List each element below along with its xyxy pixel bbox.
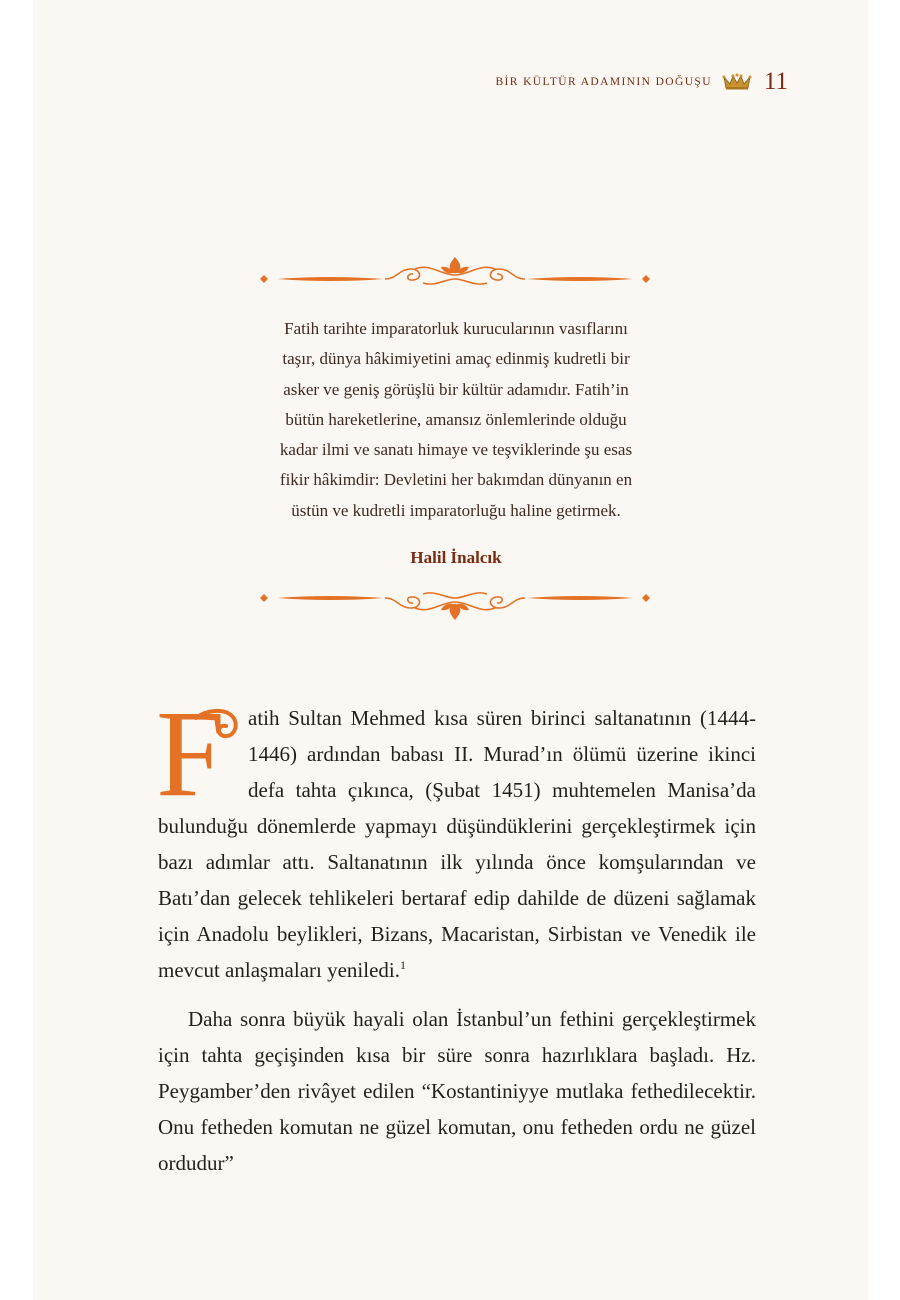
page-number: 11	[763, 68, 788, 95]
ornament-divider-top	[255, 255, 655, 299]
dropcap-flourish-icon	[194, 708, 244, 748]
epigraph-line: fikir hâkimdir: Devletini her bakımdan dünyanın en	[279, 470, 633, 490]
paragraph-1-text: atih Sultan Mehmed kısa süren birinci saltanatının (1444-1446) ardından babası II. Murad’ın ölümü üzerine ikinci defa tahta çıkınca, (Şubat 1451) muhtemelen Manisa’da bulunduğu dönemlerde yapmayı düşündüklerini gerçekleştirmek için bazı adımlar attı. Saltanatının ilk yılında önce komşularından ve Batı’dan gelecek tehlikeleri bertaraf edip dahilde de düzeni sağlamak için Anadolu beylikleri, Bizans, Macaristan, Sirbistan ve Venedik ile mevcut anlaşmaları yeniledi.	[158, 706, 756, 982]
dropcap	[156, 685, 242, 822]
paragraph-2: Daha sonra büyük hayali olan İstanbul’un fethini gerçekleştirmek için tahta geçişinden kısa bir süre sonra hazırlıklara başladı. Hz. Peygamber’den rivâyet edilen “Kostantiniyye mutlaka fethedilecektir. Onu fetheden komutan ne güzel komutan, onu fetheden ordu ne güzel ordudur”	[158, 1007, 756, 1175]
page-header	[495, 68, 788, 96]
epigraph-line: Fatih tarihte imparatorluk kurucularının vasıflarını	[284, 319, 628, 338]
epigraph-line: kadar ilmi ve sanatı himaye ve teşviklerinde şu esas	[279, 440, 633, 460]
running-title: BİR KÜLTÜR ADAMININ DOĞUŞU	[495, 76, 712, 88]
dropcap-letter: F	[156, 685, 225, 822]
epigraph-quote	[216, 314, 696, 526]
epigraph-line: asker ve geniş görüşlü bir kültür adamıdır. Fatih’in	[283, 379, 629, 399]
epigraph-line: taşır, dünya hâkimiyetini amaç edinmiş kudretli bir	[282, 349, 630, 369]
epigraph-line: bütün hareketlerine, amansız önlemlerinde olduğu	[285, 409, 627, 429]
crown-icon	[722, 73, 752, 91]
footnote-ref[interactable]: 1	[400, 958, 406, 972]
paragraph-1	[156, 685, 756, 988]
epigraph-author: Halil İnalcık	[410, 548, 502, 567]
ornament-divider-bottom	[255, 578, 655, 622]
epigraph-line: üstün ve kudretli imparatorluğu haline getirmek.	[291, 500, 621, 520]
body-text	[156, 685, 756, 1181]
